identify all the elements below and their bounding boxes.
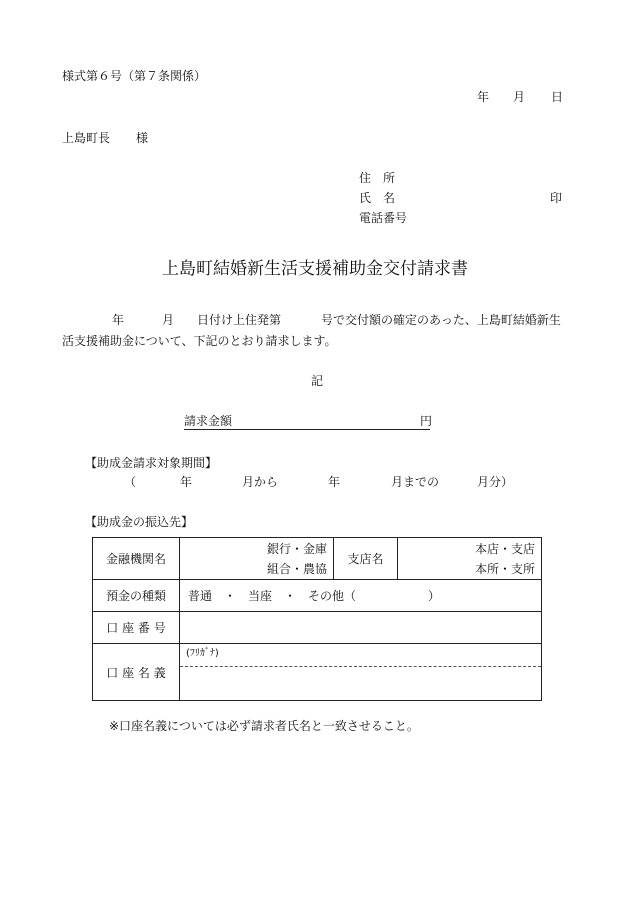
deposit-label: 預金の種類 (93, 580, 180, 612)
body-number-text: 号で交付額の確定のあった、上島町結婚新生 (321, 313, 561, 327)
branch-types-2: 本所・支所 (474, 561, 535, 576)
body-year: 年 (112, 313, 125, 327)
name-label: 氏 名 (359, 191, 396, 205)
account-name-note: ※口座名義については必ず請求者氏名と一致させること。 (109, 719, 419, 733)
phone-label: 電話番号 (359, 211, 408, 225)
period-month-from: 月から (242, 475, 279, 489)
form-number-label: 様式第６号（第７条関係） (62, 69, 207, 83)
seal-mark: 印 (550, 191, 563, 205)
date-year: 年 (477, 90, 490, 104)
amount-underline (184, 429, 430, 430)
deposit-row (93, 580, 542, 612)
transfer-heading: 【助成金の振込先】 (85, 515, 194, 529)
account-name-row (93, 644, 542, 701)
period-open-paren: （ (124, 475, 137, 489)
branch-types-1: 本店・支店 (474, 541, 535, 556)
date-month: 月 (513, 90, 526, 104)
period-year-from: 年 (180, 475, 193, 489)
body-line-2: 活支援補助金について、下記のとおり請求します。 (62, 334, 337, 348)
address-label: 住 所 (359, 171, 396, 185)
account-name-field[interactable] (180, 644, 542, 701)
body-month: 月 (162, 313, 175, 327)
deposit-options[interactable]: 普通 ・ 当座 ・ その他（ ） (180, 580, 542, 612)
bank-types-2: 組合・農協 (266, 561, 327, 576)
period-month-to: 月までの (391, 475, 440, 489)
institution-label: 金融機関名 (93, 538, 180, 580)
account-name-input-area[interactable] (180, 666, 541, 700)
addressee-name: 上島町長 (62, 131, 111, 145)
branch-field[interactable] (398, 538, 542, 580)
body-day-text: 日付け上住発第 (197, 313, 282, 327)
furigana-label: (ﾌﾘｶﾞﾅ) (186, 648, 219, 659)
period-heading: 【助成金請求対象期間】 (85, 456, 218, 470)
bank-transfer-table (92, 537, 542, 701)
account-number-label: 口 座 番 号 (93, 612, 180, 644)
period-year-to: 年 (328, 475, 341, 489)
amount-label: 請求金額 (184, 414, 233, 428)
bank-types-1: 銀行・金庫 (266, 541, 327, 556)
account-name-label: 口 座 名 義 (93, 644, 180, 701)
addressee-honorific: 様 (136, 131, 149, 145)
amount-unit: 円 (420, 414, 433, 428)
account-number-field[interactable] (180, 612, 542, 644)
account-number-row (93, 612, 542, 644)
branch-label: 支店名 (334, 538, 398, 580)
institution-row (93, 538, 542, 580)
document-title: 上島町結婚新生活支援補助金交付請求書 (162, 259, 468, 279)
institution-field[interactable] (180, 538, 334, 580)
period-months: 月分） (477, 475, 514, 489)
ki-heading: 記 (311, 374, 324, 388)
date-day: 日 (551, 90, 564, 104)
